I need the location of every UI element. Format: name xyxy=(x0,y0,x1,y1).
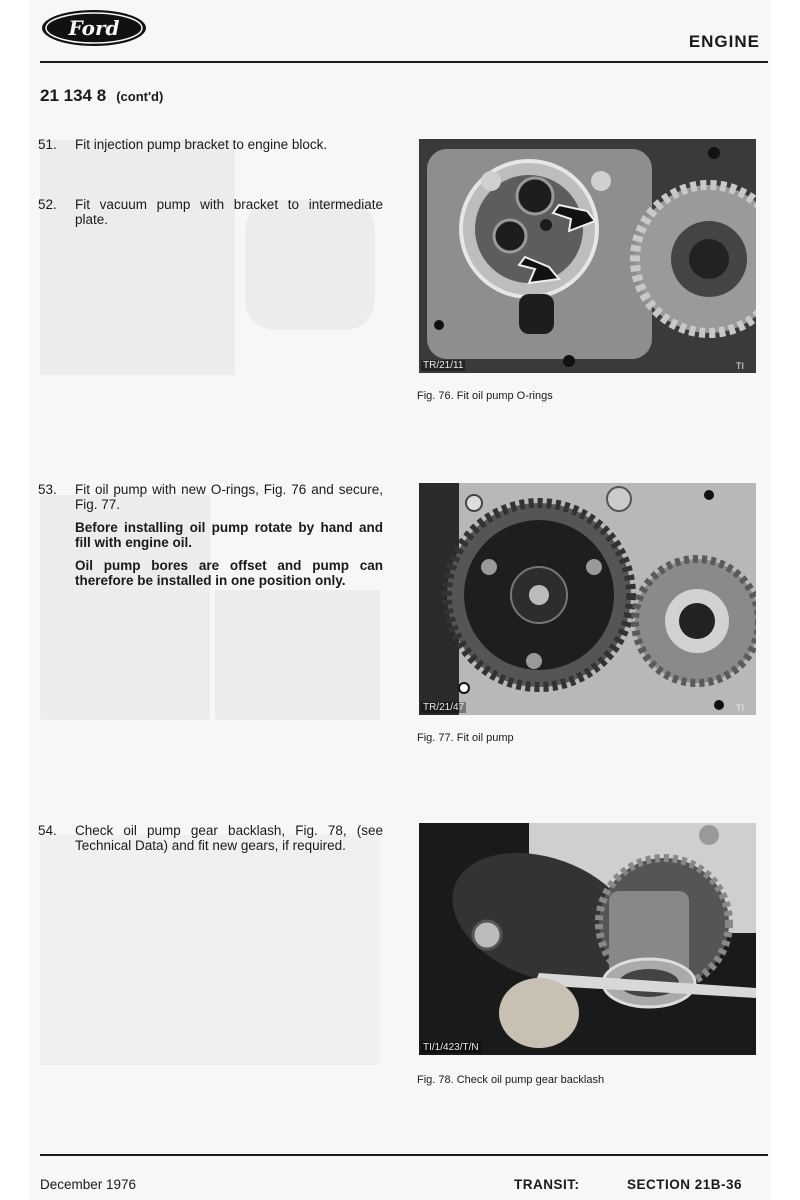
procedure-code: 21 134 8 xyxy=(40,86,107,105)
footer-model: TRANSIT: xyxy=(514,1177,580,1192)
figure-reference: TI/1/423/T/N xyxy=(423,1042,479,1053)
step-note: Oil pump bores are offset and pump can therefore be installed in one position only. xyxy=(75,558,383,588)
bleed-through-image xyxy=(215,590,380,720)
step-text: Fit oil pump with new O-rings, Fig. 76 and secure, Fig. 77. xyxy=(75,482,383,512)
step-54 xyxy=(38,823,383,853)
procedure-heading xyxy=(40,86,163,106)
section-title: ENGINE xyxy=(688,32,760,51)
step-52 xyxy=(38,197,383,227)
gear-backlash-check-illustration xyxy=(419,823,756,1055)
step-text: Fit vacuum pump with bracket to intermediate plate. xyxy=(75,197,383,227)
step-number: 53. xyxy=(38,482,57,497)
continued-label: (cont'd) xyxy=(116,89,164,104)
oil-pump-o-rings-illustration xyxy=(419,139,756,373)
ford-logo-text: Ford xyxy=(68,16,120,40)
figure-mark: TI xyxy=(736,703,744,713)
figure-mark: TI xyxy=(736,361,744,371)
figure-78-caption: Fig. 78. Check oil pump gear backlash xyxy=(417,1074,605,1086)
step-number: 51. xyxy=(38,137,57,152)
step-text: Check oil pump gear backlash, Fig. 78, (see Technical Data) and fit new gears, if required. xyxy=(75,823,383,853)
figure-77-photo xyxy=(419,483,756,715)
ford-logo xyxy=(40,8,148,48)
step-number: 52. xyxy=(38,197,57,212)
step-51 xyxy=(38,137,383,152)
footer-section: SECTION 21B-36 xyxy=(627,1177,743,1192)
step-text: Fit injection pump bracket to engine block. xyxy=(75,137,328,152)
figure-76-photo xyxy=(419,139,756,373)
bleed-through-image xyxy=(40,835,380,1065)
step-53 xyxy=(38,482,383,588)
step-number: 54. xyxy=(38,823,57,838)
footer-date: December 1976 xyxy=(40,1177,137,1192)
figure-78-photo xyxy=(419,823,756,1055)
figure-76-caption: Fig. 76. Fit oil pump O-rings xyxy=(417,390,553,402)
footer-rule xyxy=(40,1154,768,1156)
figure-reference: TR/21/47 xyxy=(423,702,465,713)
figure-reference: TR/21/11 xyxy=(423,360,464,371)
step-note: Before installing oil pump rotate by hand and fill with engine oil. xyxy=(75,520,383,550)
header-rule xyxy=(40,61,768,63)
bleed-through-image xyxy=(40,140,235,375)
figure-77-caption: Fig. 77. Fit oil pump xyxy=(417,732,514,744)
oil-pump-illustration xyxy=(419,483,756,715)
